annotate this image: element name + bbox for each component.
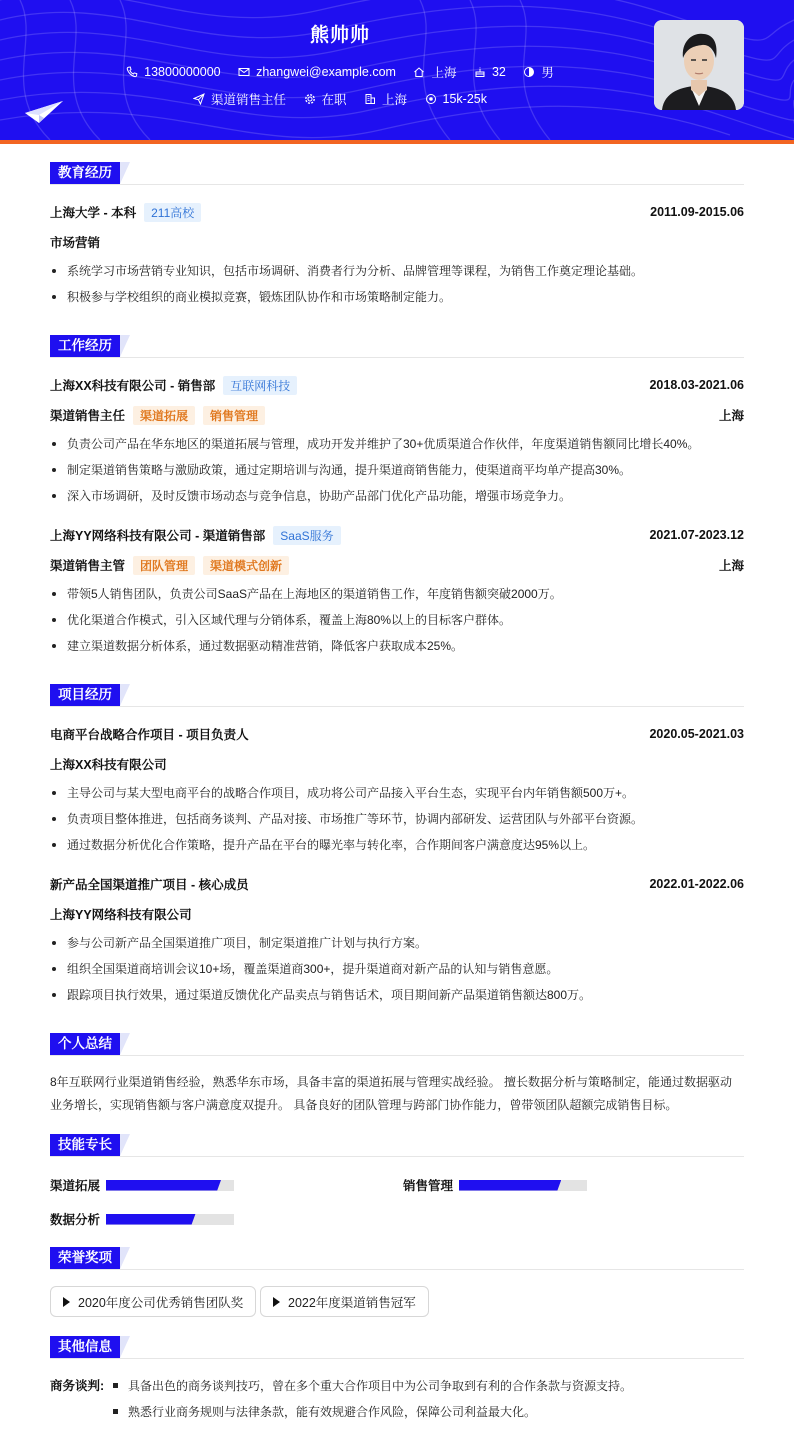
email-item [238, 65, 396, 79]
section-awards-title [50, 1247, 130, 1269]
skill-name: 数据分析 [50, 1213, 101, 1227]
play-icon [63, 1297, 70, 1307]
list-item: 制定渠道销售策略与激励政策，通过定期培训与沟通，提升渠道商销售能力，使渠道商平均单产提高30%。 [50, 457, 744, 483]
list-item: 深入市场调研，及时反馈市场动态与竞争信息，协助产品部门优化产品功能，增强市场竞争力。 [50, 483, 744, 509]
project-org: 上海YY网络科技有限公司 [50, 908, 192, 922]
phone-icon [126, 66, 138, 78]
project-org: 上海XX科技有限公司 [50, 758, 167, 772]
list-item: 通过数据分析优化合作策略，提升产品在平台的曝光率与转化率，合作期间客户满意度达95%以上。 [50, 832, 744, 858]
skill-bar [459, 1180, 587, 1191]
job-city: 上海 [718, 559, 744, 573]
location-item [413, 63, 456, 81]
job-date: 2018.03-2021.06 [649, 378, 744, 392]
project-date: 2020.05-2021.03 [649, 727, 744, 741]
title-decoration [120, 335, 130, 357]
industry-tag: 互联网科技 [223, 376, 297, 395]
job-intent-row [0, 90, 680, 108]
school-tag: 211高校 [144, 203, 201, 222]
target-city-value: 上海 [382, 93, 408, 107]
title-decoration [120, 1134, 130, 1156]
project-name: 电商平台战略合作项目 - 项目负责人 [50, 728, 249, 742]
section-divider [50, 184, 744, 185]
list-item: 带领5人销售团队，负责公司SaaS产品在上海地区的渠道销售工作，年度销售额突破2000万。 [50, 581, 744, 607]
skill-tag: 销售管理 [203, 406, 265, 425]
project-entry-header [50, 874, 744, 894]
location-value: 上海 [431, 66, 457, 80]
education-bullets [50, 258, 744, 310]
other-info-list [110, 1373, 632, 1425]
section-title-text: 项目经历 [50, 684, 120, 706]
age-item [474, 65, 506, 79]
section-skills-title [50, 1134, 130, 1156]
award-label: 2020年度公司优秀销售团队奖 [78, 1295, 244, 1310]
position: 渠道销售主任 [50, 409, 126, 423]
section-other-title [50, 1336, 130, 1358]
award-label: 2022年度渠道销售冠军 [288, 1295, 416, 1310]
avatar [654, 20, 744, 110]
award-chip [50, 1286, 256, 1317]
skill-tag: 渠道模式创新 [203, 556, 289, 575]
list-item: 参与公司新产品全国渠道推广项目，制定渠道推广计划与执行方案。 [50, 930, 744, 956]
summary-line: 8年互联网行业渠道销售经验，熟悉华东市场，具备丰富的渠道拓展与管理实战经验。 擅长数据分析与策略制定，能通过数据驱动 [50, 1075, 733, 1089]
age-value: 32 [491, 65, 506, 79]
section-work-title [50, 335, 130, 357]
list-item: 具备出色的商务谈判技巧，曾在多个重大合作项目中为公司争取到有利的合作条款与资源支持。 [110, 1373, 632, 1399]
header-accent-stripe [0, 140, 794, 144]
list-item: 系统学习市场营销专业知识，包括市场调研、消费者行为分析、品牌管理等课程，为销售工作奠定理论基础。 [50, 258, 744, 284]
list-item: 建立渠道数据分析体系，通过数据驱动精准营销，降低客户获取成本25%。 [50, 633, 744, 659]
project-date: 2022.01-2022.06 [649, 877, 744, 891]
salary-item [425, 92, 487, 106]
skill-item [403, 1176, 587, 1194]
job-entry-header [50, 375, 744, 395]
title-decoration [120, 684, 130, 706]
gender-icon [523, 66, 535, 78]
building-icon [364, 93, 376, 105]
skill-bar [106, 1180, 234, 1191]
skill-name: 销售管理 [403, 1179, 454, 1193]
summary-text [50, 1071, 744, 1117]
education-date: 2011.09-2015.06 [650, 205, 744, 219]
play-icon [273, 1297, 280, 1307]
project-name: 新产品全国渠道推广项目 - 核心成员 [50, 878, 249, 892]
job-position-row [50, 555, 744, 575]
candidate-name: 熊帅帅 [309, 25, 370, 46]
list-item: 积极参与学校组织的商业模拟竞赛，锻炼团队协作和市场策略制定能力。 [50, 284, 744, 310]
skill-bar [106, 1214, 234, 1225]
gear-icon [304, 93, 316, 105]
position: 渠道销售主管 [50, 559, 126, 573]
section-divider [50, 1156, 744, 1157]
section-title-text: 荣誉奖项 [50, 1247, 120, 1269]
school-name: 上海大学 - 本科 [50, 206, 137, 220]
job-entry-header [50, 525, 744, 545]
home-icon [413, 66, 425, 78]
job-bullets [50, 581, 744, 659]
job-position-row [50, 405, 744, 425]
coin-icon [425, 93, 437, 105]
job-bullets [50, 431, 744, 509]
skill-bar-fill [106, 1214, 196, 1225]
section-divider [50, 1358, 744, 1359]
phone-value: 13800000000 [144, 65, 221, 79]
paper-plane-icon [24, 100, 64, 124]
send-icon [193, 93, 205, 105]
list-item: 组织全国渠道商培训会议10+场，覆盖渠道商300+，提升渠道商对新产品的认知与销售意愿。 [50, 956, 744, 982]
project-org-row [50, 904, 744, 924]
list-item: 熟悉行业商务规则与法律条款，能有效规避合作风险，保障公司利益最大化。 [110, 1399, 632, 1425]
target-job-value: 渠道销售主任 [211, 93, 287, 107]
skill-tag: 团队管理 [133, 556, 195, 575]
gender-value: 男 [541, 66, 554, 80]
section-divider [50, 1269, 744, 1270]
list-item: 主导公司与某大型电商平台的战略合作项目，成功将公司产品接入平台生态，实现平台内年销售额500万+。 [50, 780, 744, 806]
skill-bar-fill [106, 1180, 221, 1191]
job-date: 2021.07-2023.12 [649, 528, 744, 542]
phone-item [126, 65, 220, 79]
contact-row [0, 63, 680, 81]
section-title-text: 技能专长 [50, 1134, 120, 1156]
portrait-photo [654, 20, 744, 110]
section-title-text: 教育经历 [50, 162, 120, 184]
status-item [304, 90, 347, 108]
project-entry-header [50, 724, 744, 744]
target-job-item [193, 90, 286, 108]
education-entry-header [50, 202, 744, 222]
project-bullets [50, 780, 744, 858]
list-item: 优化渠道合作模式，引入区域代理与分销体系，覆盖上海80%以上的目标客户群体。 [50, 607, 744, 633]
list-item: 跟踪项目执行效果，通过渠道反馈优化产品卖点与销售话术，项目期间新产品渠道销售额达800万。 [50, 982, 744, 1008]
company-name: 上海XX科技有限公司 - 销售部 [50, 379, 216, 393]
gender-item [523, 63, 554, 81]
section-title-text: 个人总结 [50, 1033, 120, 1055]
status-value: 在职 [321, 93, 347, 107]
summary-line: 业务增长，实现销售额与客户满意度双提升。 具备良好的团队管理与跨部门协作能力，曾带领团队超额完成销售目标。 [50, 1098, 678, 1112]
section-divider [50, 1055, 744, 1056]
title-decoration [120, 1336, 130, 1358]
section-title-text: 工作经历 [50, 335, 120, 357]
education-major-row [50, 232, 744, 252]
skill-bar-fill [459, 1180, 561, 1191]
skill-item [50, 1176, 234, 1194]
resume-header [0, 0, 794, 140]
project-org-row [50, 754, 744, 774]
major: 市场营销 [50, 236, 101, 250]
award-chip [260, 1286, 429, 1317]
section-education-title [50, 162, 130, 184]
list-item: 负责公司产品在华东地区的渠道拓展与管理，成功开发并维护了30+优质渠道合作伙伴，年度渠道销售额同比增长40%。 [50, 431, 744, 457]
skill-tag: 渠道拓展 [133, 406, 195, 425]
other-info-label: 商务谈判: [50, 1379, 105, 1393]
target-city-item [364, 90, 407, 108]
title-decoration [120, 162, 130, 184]
company-name: 上海YY网络科技有限公司 - 渠道销售部 [50, 529, 266, 543]
section-summary-title [50, 1033, 130, 1055]
section-title-text: 其他信息 [50, 1336, 120, 1358]
project-bullets [50, 930, 744, 1008]
section-projects-title [50, 684, 130, 706]
title-decoration [120, 1033, 130, 1055]
skill-name: 渠道拓展 [50, 1179, 101, 1193]
skill-item [50, 1210, 234, 1228]
section-divider [50, 357, 744, 358]
job-city: 上海 [718, 409, 744, 423]
salary-value: 15k-25k [442, 92, 487, 106]
industry-tag: SaaS服务 [273, 526, 340, 545]
mail-icon [238, 66, 250, 78]
cake-icon [474, 66, 486, 78]
list-item: 负责项目整体推进，包括商务谈判、产品对接、市场推广等环节，协调内部研发、运营团队与外部平台资源。 [50, 806, 744, 832]
section-divider [50, 706, 744, 707]
email-value: zhangwei@example.com [256, 65, 396, 79]
title-decoration [120, 1247, 130, 1269]
